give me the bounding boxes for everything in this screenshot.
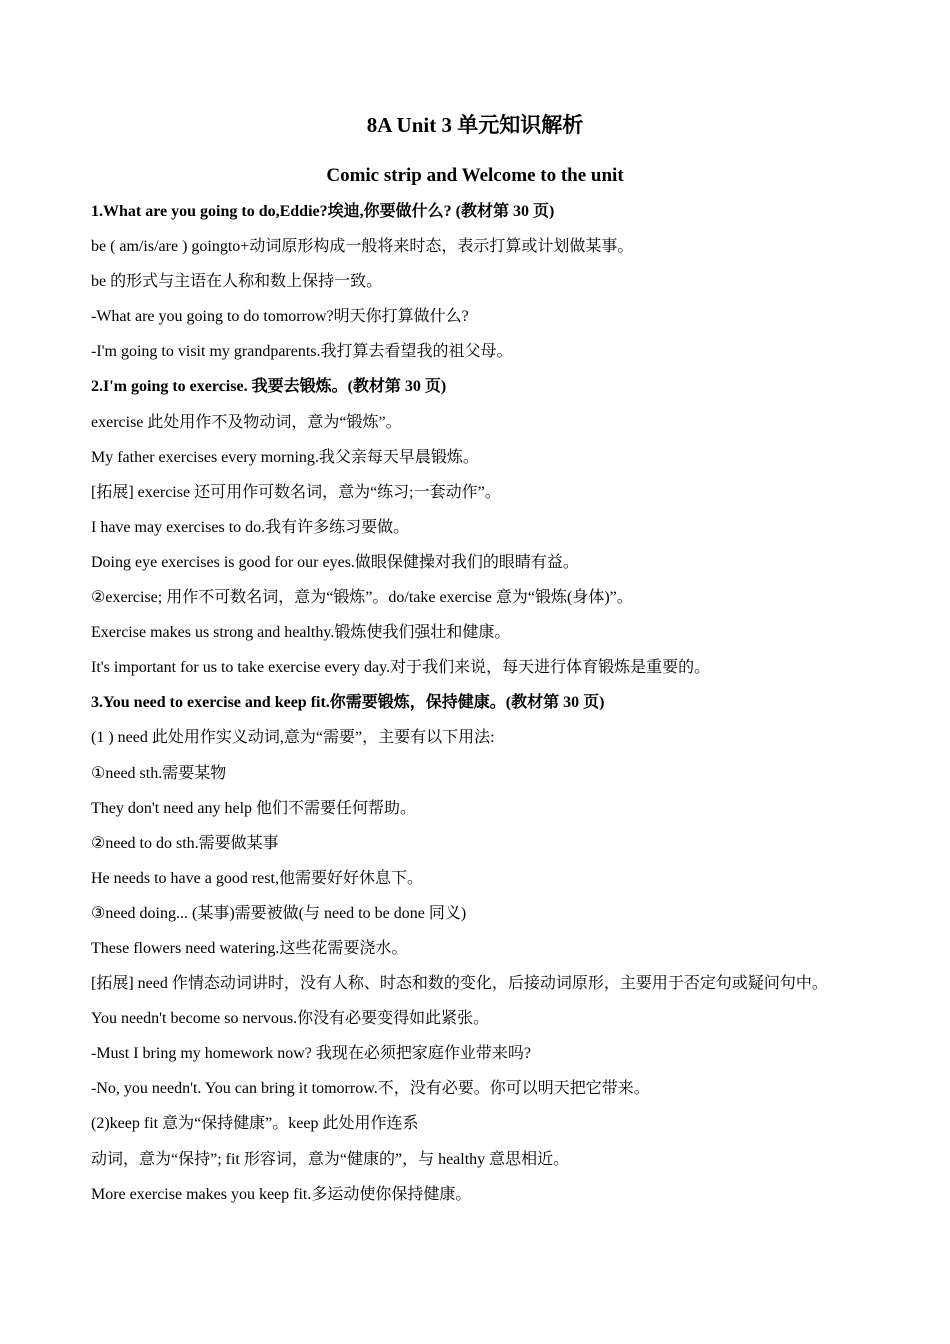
body-line: (2)keep fit 意为“保持健康”。keep 此处用作连系 (91, 1115, 419, 1133)
body-line: ②need to do sth.需要做某事 (91, 834, 279, 852)
example-line: These flowers need watering.这些花需要浇水。 (91, 939, 408, 957)
body-line: be 的形式与主语在人称和数上保持一致。 (91, 273, 383, 291)
example-line: You needn't become so nervous.你没有必要变得如此紧张。 (91, 1010, 490, 1028)
body-line: [拓展] need 作情态动词讲时，没有人称、时态和数的变化，后接动词原形，主要用于否定句或疑问句中。 (91, 975, 828, 993)
example-line: Doing eye exercises is good for our eyes.做眼保健操对我们的眼睛有益。 (91, 553, 579, 571)
point-heading: 1.What are you going to do,Eddie?埃迪,你要做什么? (教材第 30 页) (91, 203, 555, 220)
example-line: Exercise makes us strong and healthy.锻炼使我们强壮和健康。 (91, 624, 511, 642)
example-line: My father exercises every morning.我父亲每天早晨锻炼。 (91, 448, 479, 466)
document-body (91, 196, 891, 1214)
body-line: (1 ) need 此处用作实义动词,意为“需要”，主要有以下用法: (91, 729, 495, 747)
example-line: -No, you needn't. You can bring it tomorrow.不，没有必要。你可以明天把它带来。 (91, 1080, 650, 1098)
body-line: exercise 此处用作不及物动词，意为“锻炼”。 (91, 413, 402, 431)
body-line: ③need doing... (某事)需要被做(与 need to be done 同义) (91, 904, 467, 922)
example-line: He needs to have a good rest,他需要好好休息下。 (91, 869, 423, 887)
example-line: -Must I bring my homework now? 我现在必须把家庭作业带来吗? (91, 1045, 531, 1063)
example-line: -I'm going to visit my grandparents.我打算去看望我的祖父母。 (91, 343, 513, 361)
point-heading: 2.I'm going to exercise. 我要去锻炼。(教材第 30 页) (91, 378, 447, 396)
body-line: ②exercise; 用作不可数名词，意为“锻炼”。do/take exercise 意为“锻炼(身体)”。 (91, 589, 633, 607)
example-line: They don't need any help 他们不需要任何帮助。 (91, 799, 417, 817)
point-heading: 3.You need to exercise and keep fit.你需要锻炼，保持健康。(教材第 30 页) (91, 694, 605, 712)
section-subtitle: Comic strip and Welcome to the unit (326, 165, 624, 186)
example-line: I have may exercises to do.我有许多练习要做。 (91, 518, 410, 536)
body-line: be ( am/is/are ) goingto+动词原形构成一般将来时态，表示打算或计划做某事。 (91, 238, 634, 256)
body-line: ①need sth.需要某物 (91, 764, 227, 782)
body-line: 动词，意为“保持”; fit 形容词，意为“健康的”，与 healthy 意思相近。 (91, 1150, 570, 1168)
example-line: It's important for us to take exercise every day.对于我们来说，每天进行体育锻炼是重要的。 (91, 659, 711, 677)
page-title: 8A Unit 3 单元知识解析 (366, 113, 584, 137)
example-line: More exercise makes you keep fit.多运动使你保持健康。 (91, 1185, 472, 1203)
body-line: [拓展] exercise 还可用作可数名词，意为“练习;一套动作”。 (91, 483, 501, 501)
example-line: -What are you going to do tomorrow?明天你打算做什么? (91, 308, 469, 326)
